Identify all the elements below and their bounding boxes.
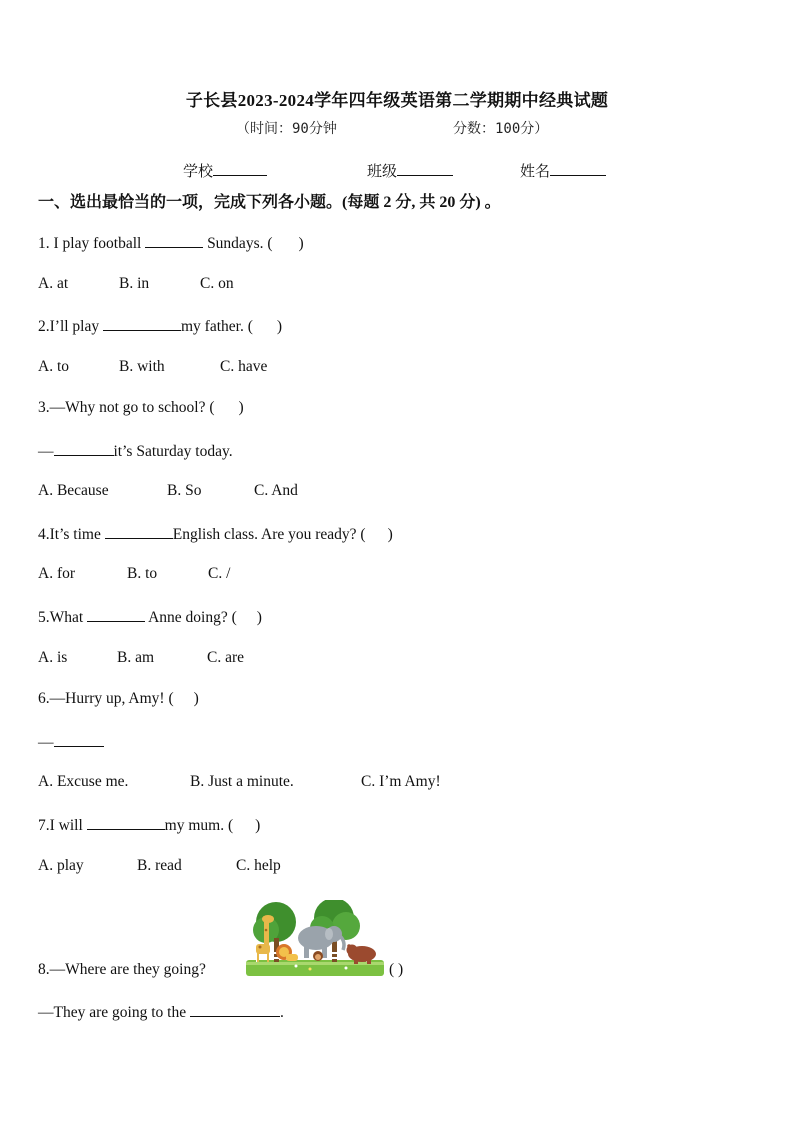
question-text: 6.—Hurry up, Amy! (	[38, 690, 174, 707]
options-5: A. is	[38, 649, 68, 666]
answer-paren: )	[238, 399, 244, 416]
zoo-animals-icon	[246, 900, 384, 980]
class-blank	[397, 161, 453, 176]
class-field	[367, 160, 453, 181]
question-text: —	[38, 443, 54, 460]
answer-paren: )	[193, 690, 199, 707]
question-3-reply	[38, 441, 233, 461]
options-2: C. have	[220, 358, 268, 375]
question-text: it’s Saturday today.	[113, 443, 233, 460]
answer-blank	[87, 815, 165, 830]
answer-blank	[103, 316, 181, 331]
options-7: A. play	[38, 857, 84, 874]
options-1: B. in	[119, 275, 150, 292]
options-1: C. on	[200, 275, 234, 292]
question-text: Sundays. (	[203, 235, 273, 252]
question-6-reply	[38, 732, 104, 752]
name-label: 姓名	[520, 164, 551, 180]
exam-title: 子长县2023-2024学年四年级英语第二学期期中经典试题	[185, 91, 609, 110]
answer-paren: ( )	[389, 961, 404, 978]
options-6: C. I’m Amy!	[361, 773, 441, 790]
answer-paren: )	[387, 526, 393, 543]
question-text: 3.—Why not go to school? (	[38, 399, 215, 416]
answer-blank	[54, 732, 104, 747]
question-text: 2.I’ll play	[38, 318, 103, 335]
question-2	[38, 316, 282, 336]
options-4: B. to	[127, 565, 158, 582]
exam-score: 分数：100分）	[453, 121, 549, 137]
options-3: C. And	[254, 482, 298, 499]
section-heading: 一、选出最恰当的一项，完成下列各小题。(每题 2 分, 共 20 分) 。	[38, 194, 501, 211]
options-2: B. with	[119, 358, 165, 375]
options-1: A. at	[38, 275, 69, 292]
question-text: 7.I will	[38, 817, 87, 834]
answer-paren: )	[255, 817, 261, 834]
question-text: 5.What	[38, 609, 88, 626]
options-5: C. are	[207, 649, 245, 666]
options-3: A. Because	[38, 482, 109, 499]
school-field	[183, 160, 267, 181]
options-2: A. to	[38, 358, 69, 375]
school-blank	[213, 161, 267, 176]
options-4: A. for	[38, 565, 76, 582]
question-text: my mum. (	[164, 817, 234, 834]
name-field	[520, 160, 606, 181]
question-text: —	[38, 734, 54, 751]
question-1	[38, 233, 304, 253]
name-blank	[550, 161, 606, 176]
answer-blank	[87, 607, 145, 622]
question-4	[38, 524, 393, 544]
question-text: 1. I play football	[38, 235, 146, 252]
options-4: C. /	[208, 565, 231, 582]
question-5	[38, 607, 262, 627]
question-text: 4.It’s time	[38, 526, 105, 543]
class-label: 班级	[367, 164, 398, 180]
question-7	[38, 815, 260, 835]
question-text: Anne doing? (	[145, 609, 237, 626]
answer-paren: )	[276, 318, 283, 335]
question-8: 8.—Where are they going?	[38, 961, 206, 978]
question-text: —They are going to the	[38, 1004, 190, 1021]
options-6: A. Excuse me.	[38, 773, 129, 790]
options-7: C. help	[236, 857, 281, 874]
question-3	[38, 399, 244, 417]
exam-time: （时间：90分钟	[236, 121, 337, 137]
question-6	[38, 690, 199, 708]
question-text: .	[279, 1004, 284, 1021]
question-text: my father. (	[181, 318, 253, 335]
options-5: B. am	[117, 649, 155, 666]
answer-blank	[54, 441, 114, 456]
answer-blank	[145, 233, 203, 248]
answer-paren: )	[298, 235, 304, 252]
question-text: English class. Are you ready? (	[172, 526, 366, 543]
options-7: B. read	[137, 857, 182, 874]
options-6: B. Just a minute.	[190, 773, 294, 790]
answer-blank	[190, 1002, 280, 1017]
school-label: 学校	[183, 164, 214, 180]
options-3: B. So	[167, 482, 202, 499]
question-8-reply	[38, 1002, 284, 1022]
answer-blank	[105, 524, 173, 539]
answer-paren: )	[256, 609, 262, 626]
